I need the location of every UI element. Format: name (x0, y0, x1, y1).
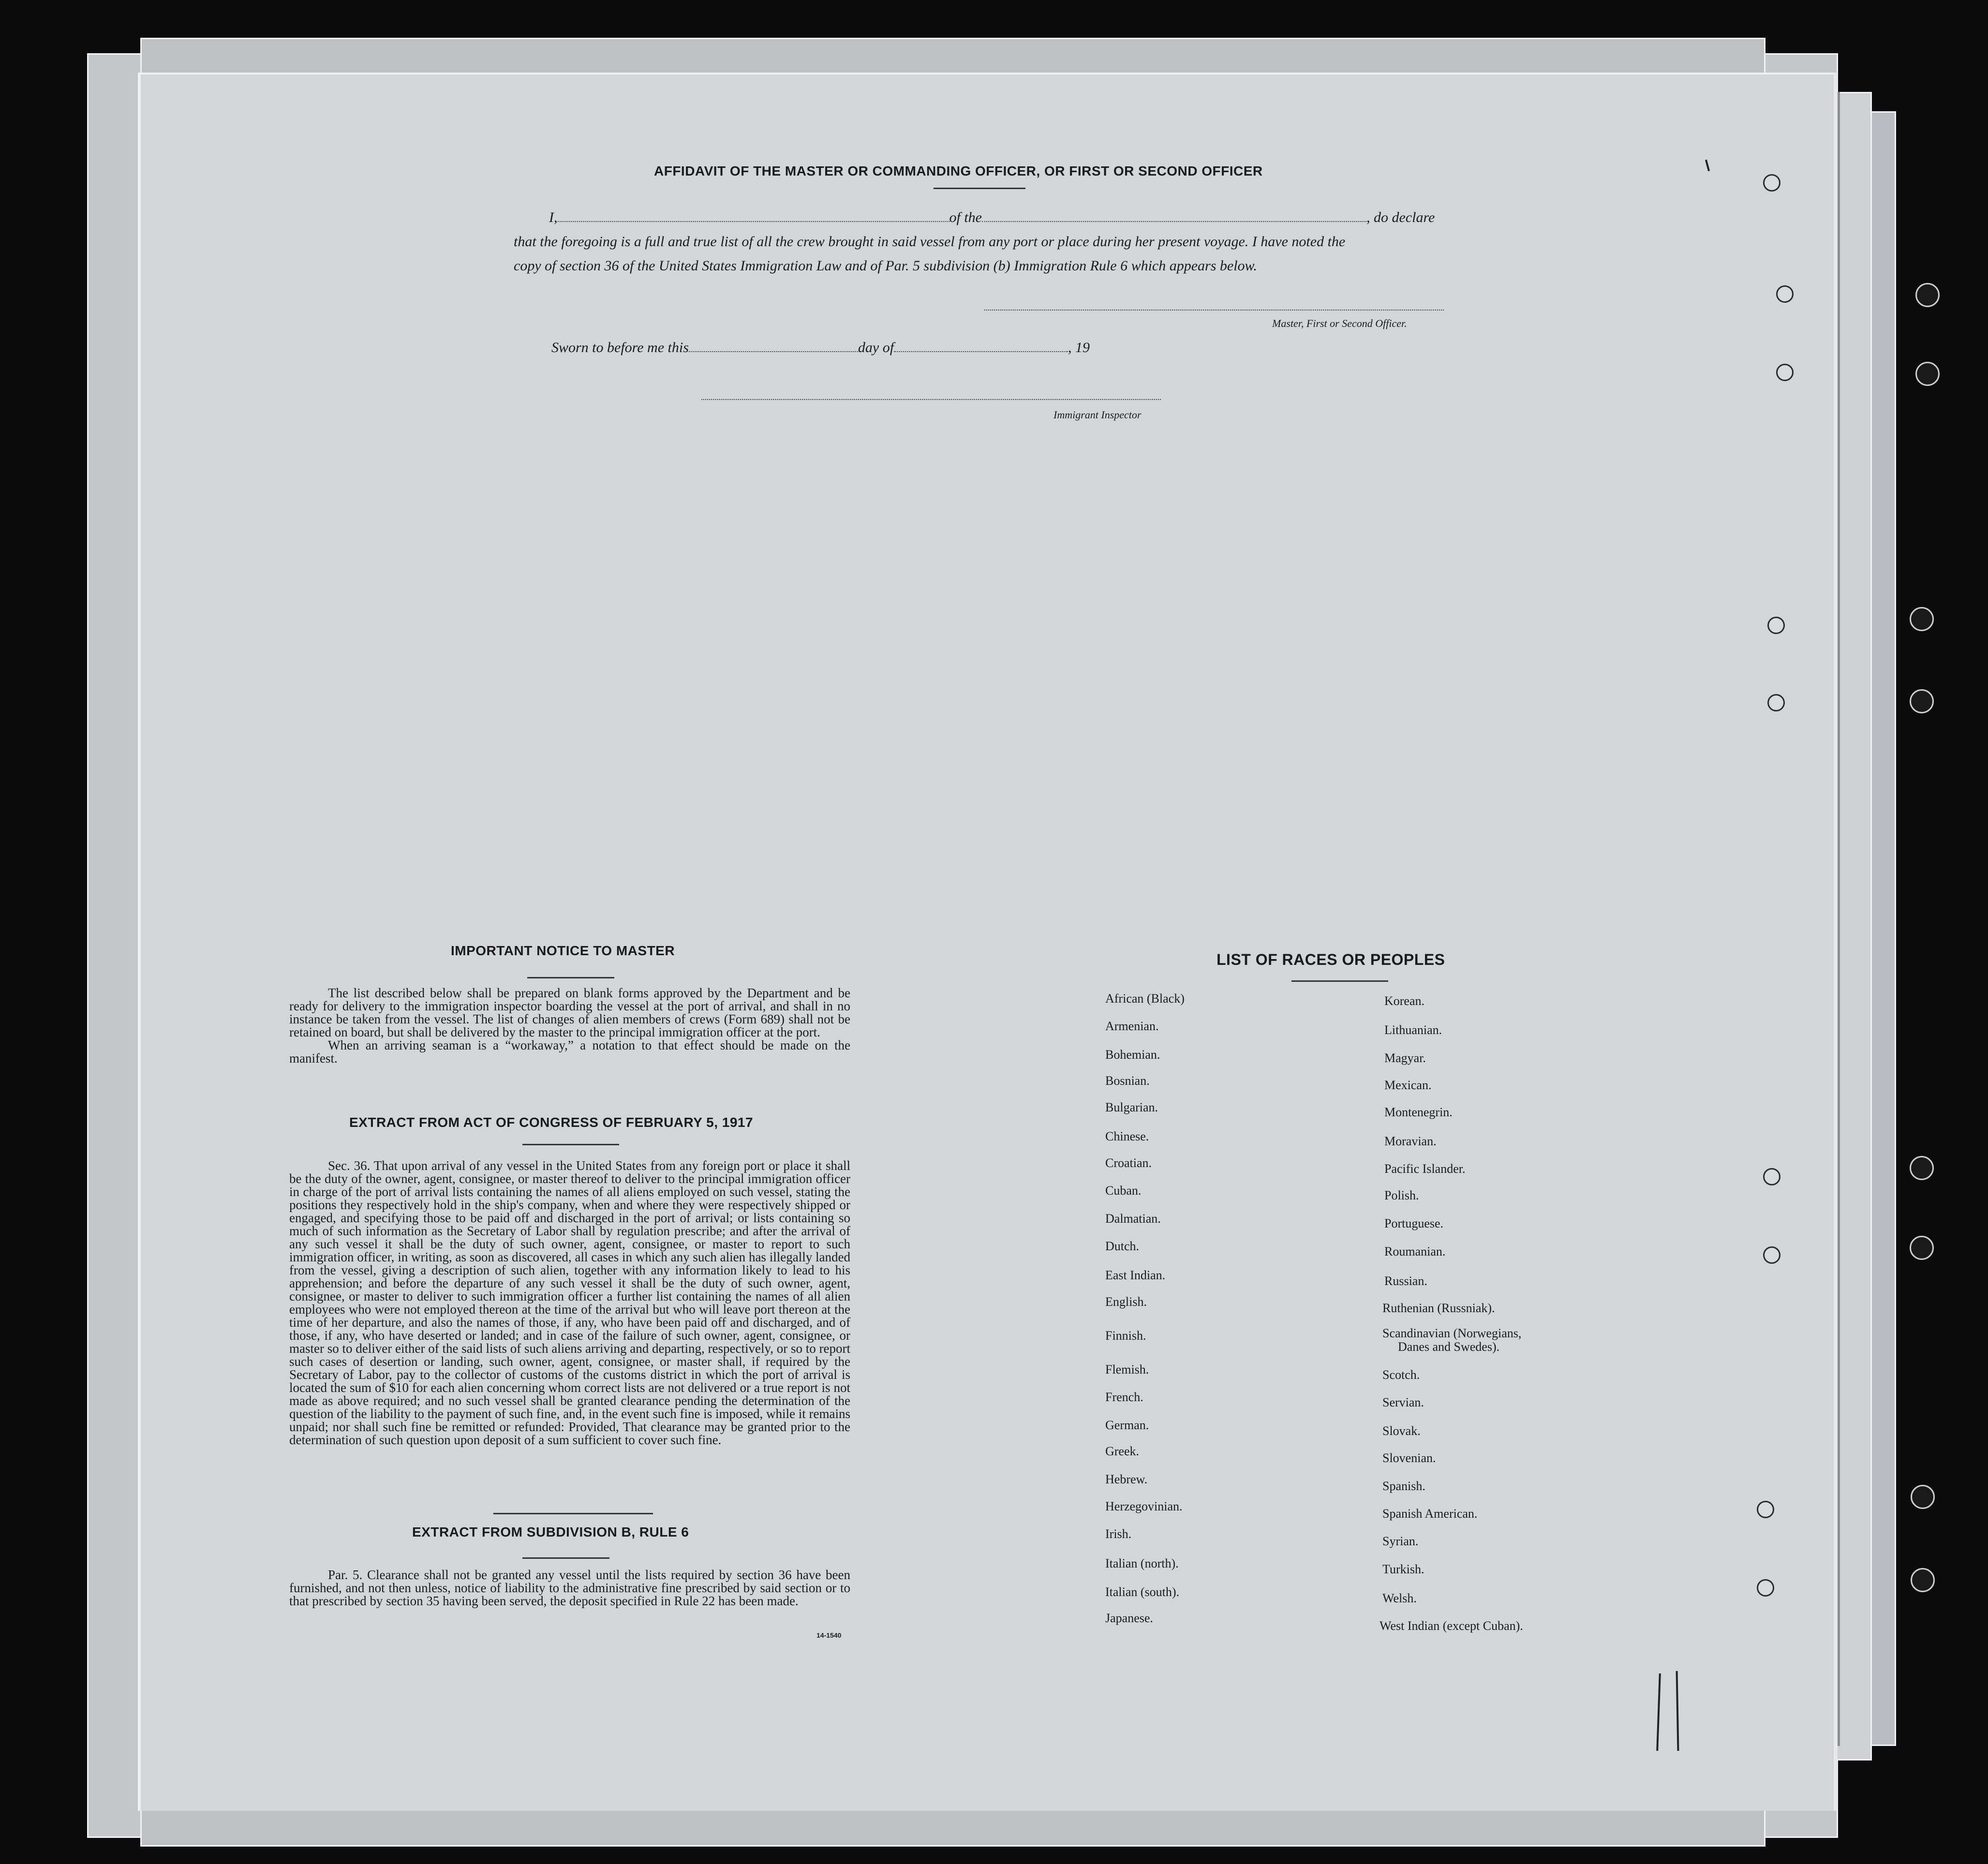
punch-hole (1776, 364, 1794, 381)
race-item: Chinese. (1105, 1129, 1149, 1143)
race-item: Scandinavian (Norwegians, (1382, 1326, 1522, 1340)
race-item: Scotch. (1382, 1368, 1420, 1382)
race-item: Croatian. (1105, 1156, 1152, 1170)
form-number: 14-1540 (816, 1631, 842, 1639)
race-item: Pacific Islander. (1384, 1162, 1466, 1176)
notice-body (289, 987, 850, 1065)
punch-hole (1915, 283, 1940, 307)
punch-hole (1767, 694, 1785, 711)
sworn-year: , 19 (1068, 340, 1090, 355)
race-item: West Indian (except Cuban). (1380, 1619, 1523, 1633)
affidavit-line-1 (549, 209, 1446, 226)
race-item: Polish. (1384, 1188, 1419, 1202)
divider (522, 1144, 619, 1145)
master-signature-line[interactable] (984, 310, 1444, 311)
manifest-page (138, 73, 1834, 1811)
rule-paragraph: Par. 5. Clearance shall not be granted any vessel until the lists required by section 36 have been furnished, and not then unless, notice of liability to the administrative fine prescribed by said section or to that prescribed by section 35 having been served, the deposit specified in Rule 22 has been made. (289, 1568, 850, 1608)
inspector-signature-line[interactable] (701, 399, 1161, 400)
race-item: Herzegovinian. (1105, 1499, 1183, 1513)
race-item: Ruthenian (Russniak). (1382, 1301, 1495, 1315)
act-paragraph: Sec. 36. That upon arrival of any vessel in the United States from any foreign port or place it shall be the duty of the owner, agent, consignee, or master thereof to deliver to the principal immigration officer in charge of the port of arrival lists containing the names of all aliens employed on such vessel, stating the positions they respectively hold in the ship's company, when and where they were respectively shipped or engaged, and specifying those to be paid off and discharged in the port of arrival; or lists containing so much of such information as the Secretary of Labor shall by regulation prescribe; and after the arrival of any such vessel it shall be the duty of such owner, agent, consignee, or master to report to such immigration officer, in writing, as soon as discovered, all cases in which any such alien has illegally landed from the vessel, giving a description of such alien, together with any information likely to lead to his apprehension; and before the departure of any such vessel it shall be the duty of such owner, agent, consignee, or master to deliver to such immigration officer a further list containing the names of all alien employees who were not employed thereon at the time of the arrival but who will leave port thereon at the time of her departure, and also the names of those, if any, who have been paid off and discharged, and of those, if any, who have deserted or landed; and in case of the failure of such owner, agent, consignee, or master so to deliver either of the said lists of such aliens arriving and departing, respectively, or so to report such cases of desertion or landing, such owner, agent, consignee, or master shall, if required by the Secretary of Labor, pay to the collector of customs of the customs district in which the port of arrival is located the sum of $10 for each alien concerning whom correct lists are not delivered or a true report is not made as above required; and no such vessel shall be granted clearance pending the determination of the question of the liability to the payment of such fine, and, in the event such fine is imposed, while it remains unpaid; nor shall such fine be remitted or refunded: Provided, That clearance may be granted prior to the determination of such question upon deposit of a sum sufficient to cover such fine. (289, 1158, 850, 1447)
race-item: Bosnian. (1105, 1074, 1150, 1088)
race-item: Italian (south). (1105, 1585, 1180, 1599)
race-item: Spanish. (1382, 1479, 1425, 1493)
punch-hole (1763, 1246, 1780, 1264)
race-item: Armenian. (1105, 1019, 1159, 1033)
sworn-line (551, 340, 1090, 356)
race-item: Syrian. (1382, 1534, 1419, 1548)
race-item: Mexican. (1384, 1078, 1432, 1092)
race-item: Slovenian. (1382, 1451, 1436, 1465)
race-item: Italian (north). (1105, 1556, 1179, 1570)
rule-body (289, 1568, 850, 1608)
race-item: Cuban. (1105, 1183, 1142, 1198)
notice-title: IMPORTANT NOTICE TO MASTER (451, 943, 675, 958)
punch-hole (1763, 174, 1780, 192)
race-item: Welsh. (1382, 1591, 1417, 1605)
punch-hole (1910, 689, 1934, 713)
binding-rail (1833, 92, 1840, 1746)
sworn-month-field[interactable] (894, 342, 1068, 352)
punch-hole (1757, 1579, 1774, 1597)
affidavit-do-declare: , do declare (1366, 209, 1435, 225)
name-field[interactable] (558, 212, 949, 222)
race-item: Magyar. (1384, 1051, 1426, 1065)
punch-hole (1911, 1485, 1935, 1509)
affidavit-of-the: of the (949, 209, 982, 225)
race-item: Roumanian. (1384, 1244, 1446, 1258)
race-item: Spanish American. (1382, 1507, 1478, 1521)
race-item: Flemish. (1105, 1362, 1149, 1376)
inspector-caption: Immigrant Inspector (1053, 409, 1142, 421)
punch-hole (1910, 1236, 1934, 1260)
divider (493, 1513, 653, 1514)
notice-paragraph-2: When an arriving seaman is a “workaway,” a notation to that effect should be made on the manifest. (289, 1038, 850, 1065)
race-item: Bulgarian. (1105, 1100, 1158, 1114)
notice-paragraph-1: The list described below shall be prepared on blank forms approved by the Department and be ready for delivery to the immigration inspector boarding the vessel at the port of arrival, and shall in no instance be taken from the vessel. The list of changes of alien members of crews (Form 689) shall not be retained on board, but shall be delivered by the master to the principal immigration officer at the port. (289, 986, 850, 1039)
race-item: Slovak. (1382, 1424, 1421, 1438)
master-caption: Master, First or Second Officer. (1272, 317, 1407, 329)
vessel-field[interactable] (982, 212, 1366, 222)
sworn-prefix: Sworn to before me this (551, 340, 689, 355)
sworn-day-of: day of (858, 340, 894, 355)
race-item: Japanese. (1105, 1611, 1153, 1625)
race-item: Finnish. (1105, 1329, 1146, 1343)
act-title: EXTRACT FROM ACT OF CONGRESS OF FEBRUARY 5, 1917 (349, 1115, 754, 1130)
race-item: Lithuanian. (1384, 1023, 1442, 1037)
race-item: East Indian. (1105, 1268, 1166, 1282)
punch-hole (1763, 1168, 1780, 1185)
punch-hole (1911, 1568, 1935, 1592)
race-item: Irish. (1105, 1527, 1132, 1541)
affidavit-line-3: copy of section 36 of the United States Immigration Law and of Par. 5 subdivision (b) Immigration Rule 6 which appears below. (514, 258, 1257, 274)
race-item: Montenegrin. (1384, 1105, 1453, 1119)
race-item: Moravian. (1384, 1134, 1437, 1148)
race-item: Bohemian. (1105, 1048, 1160, 1062)
punch-hole (1767, 617, 1785, 634)
divider (1291, 980, 1388, 982)
act-body (289, 1159, 850, 1447)
race-item: African (Black) (1105, 991, 1185, 1006)
divider (527, 977, 614, 978)
affidavit-i: I, (549, 209, 558, 225)
punch-hole (1910, 1156, 1934, 1180)
rule-title: EXTRACT FROM SUBDIVISION B, RULE 6 (412, 1524, 689, 1539)
punch-hole (1915, 362, 1940, 386)
punch-hole (1776, 285, 1794, 303)
race-item: Danes and Swedes). (1398, 1340, 1500, 1354)
sworn-day-field[interactable] (689, 342, 858, 352)
race-item: Hebrew. (1105, 1472, 1148, 1486)
race-item: German. (1105, 1418, 1149, 1432)
affidavit-title: AFFIDAVIT OF THE MASTER OR COMMANDING OFFICER, OR FIRST OR SECOND OFFICER (654, 163, 1263, 178)
punch-hole (1910, 607, 1934, 631)
race-item: English. (1105, 1295, 1147, 1309)
divider (934, 188, 1025, 189)
race-item: French. (1105, 1390, 1143, 1404)
race-item: Korean. (1384, 994, 1425, 1008)
race-item: Dutch. (1105, 1239, 1140, 1253)
race-item: Dalmatian. (1105, 1212, 1161, 1226)
race-item: Russian. (1384, 1274, 1427, 1288)
divider (522, 1557, 609, 1559)
affidavit-line-2: that the foregoing is a full and true list of all the crew brought in said vessel from any port or place during her present voyage. I have noted the (514, 234, 1346, 250)
punch-hole (1757, 1501, 1774, 1518)
race-item: Greek. (1105, 1444, 1140, 1458)
race-item: Turkish. (1382, 1562, 1424, 1576)
races-title: LIST OF RACES OR PEOPLES (1217, 951, 1445, 968)
race-item: Portuguese. (1384, 1216, 1444, 1230)
race-item: Servian. (1382, 1395, 1424, 1409)
